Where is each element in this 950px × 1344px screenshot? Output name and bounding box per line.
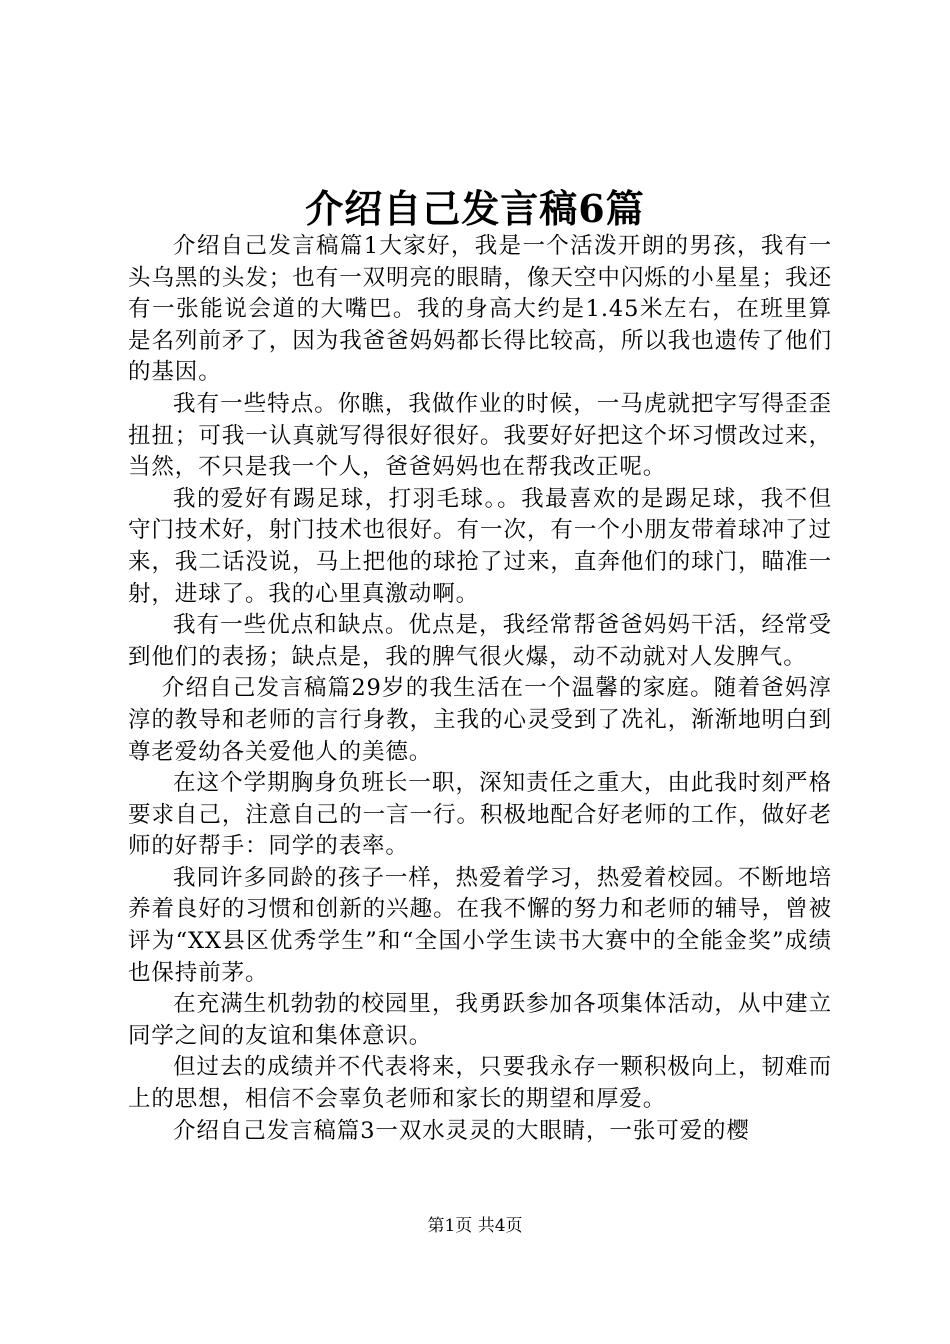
paragraph: 在这个学期胸身负班长一职，深知责任之重大，由此我时刻严格要求自己，注意自己的一言一行。积极地配合好老师的工作，做好老师的好帮手：同学的表率。 xyxy=(128,770,832,860)
paragraph: 我同许多同龄的孩子一样，热爱着学习，热爱着校园。不断地培养着良好的习惯和创新的兴趣。在我不懈的努力和老师的辅导，曾被评为“XX县区优秀学生”和“全国小学生读书大赛中的全能金奖”成绩也保持前茅。 xyxy=(128,864,832,986)
paragraph: 在充满生机勃勃的校园里，我勇跃参加各项集体活动，从中建立同学之间的友谊和集体意识。 xyxy=(128,991,832,1049)
document-body xyxy=(128,231,832,1147)
page-number-footer: 第1页 共4页 xyxy=(427,1216,523,1236)
paragraph: 我的爱好有踢足球，打羽毛球。。我最喜欢的是踢足球，我不但守门技术好，射门技术也很好。有一次，有一个小朋友带着球冲了过来，我二话没说，马上把他的球抢了过来，直奔他们的球门，瞄准一射，进球了。我的心里真激动啊。 xyxy=(128,485,832,607)
paragraph: 我有一些特点。你瞧，我做作业的时候，一马虎就把字写得歪歪扭扭；可我一认真就写得很好很好。我要好好把这个坏习惯改过来，当然，不只是我一个人，爸爸妈妈也在帮我改正呢。 xyxy=(128,390,832,481)
paragraph: 介绍自己发言稿篇3一双水灵灵的大眼睛，一张可爱的樱 xyxy=(173,1117,750,1144)
paragraph: 介绍自己发言稿篇29岁的我生活在一个温馨的家庭。随着爸妈淳淳的教导和老师的言行身教，主我的心灵受到了冼礼，渐渐地明白到尊老爱幼各关爱他人的美德。 xyxy=(128,675,832,765)
paragraph: 我有一些优点和缺点。优点是，我经常帮爸爸妈妈干活，经常受到他们的表扬；缺点是，我的脾气很火爆，动不动就对人发脾气。 xyxy=(128,612,832,670)
paragraph: 但过去的成绩并不代表将来，只要我永存一颗积极向上，韧难而上的思想，相信不会辜负老师和家长的期望和厚爱。 xyxy=(128,1054,832,1113)
document-title: 介绍自己发言稿6篇 xyxy=(305,186,645,231)
paragraph: 介绍自己发言稿篇1大家好，我是一个活泼开朗的男孩，我有一头乌黑的头发；也有一双明亮的眼睛，像天空中闪烁的小星星；我还有一张能说会道的大嘴巴。我的身高大约是1.45米左右，在班里算是名列前矛了，因为我爸爸妈妈都长得比较高，所以我也遗传了他们的基因。 xyxy=(128,233,832,386)
